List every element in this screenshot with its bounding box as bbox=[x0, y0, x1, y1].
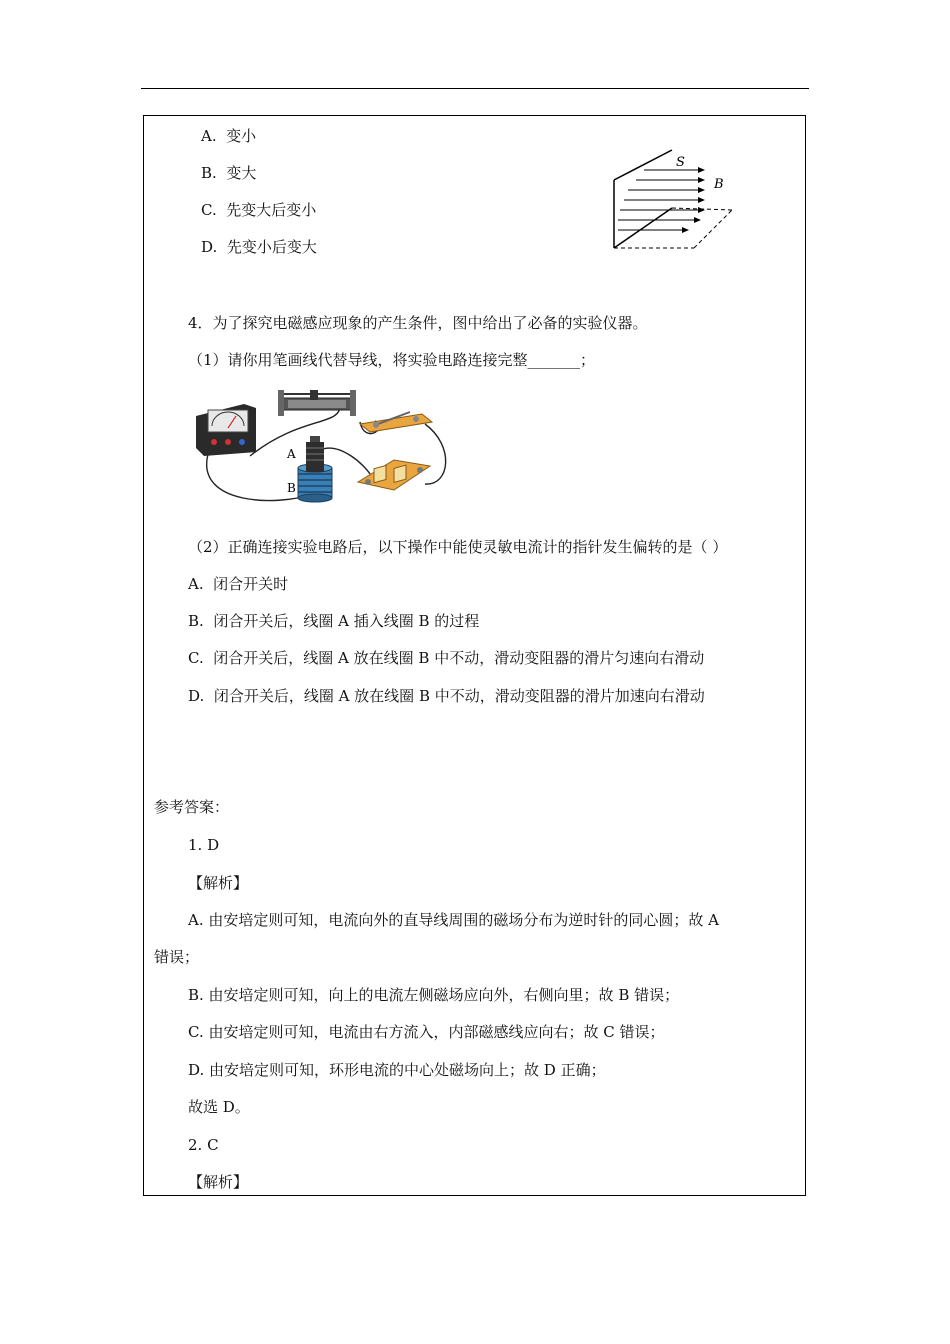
answer-1: 1. D bbox=[188, 836, 220, 854]
rheostat-icon bbox=[278, 390, 356, 416]
q3-option-a: A. 变小 bbox=[201, 127, 257, 145]
answer-2: 2. C bbox=[188, 1136, 219, 1154]
q4-option-b: B. 闭合开关后，线圈 A 插入线圈 B 的过程 bbox=[188, 612, 480, 630]
q4-part1: （1）请你用笔画线代替导线，将实验电路连接完整_______； bbox=[188, 351, 596, 369]
coil-b-label: B bbox=[287, 481, 296, 495]
switch-icon bbox=[360, 412, 432, 432]
analysis-line: 错误； bbox=[154, 948, 200, 966]
q4-part2: （2）正确连接实验电路后，以下操作中能使灵敏电流计的指针发生偏转的是（ ） bbox=[188, 538, 728, 556]
label-s: S bbox=[676, 155, 685, 170]
analysis-line: A. 由安培定则可知，电流向外的直导线周围的磁场分布为逆时针的同心圆；故 A bbox=[188, 911, 719, 929]
coil-a-label: A bbox=[287, 447, 296, 461]
q4-option-a: A. 闭合开关时 bbox=[188, 575, 289, 593]
coil-assembly-icon bbox=[298, 436, 332, 502]
plane-field-figure bbox=[604, 148, 744, 256]
analysis-label-2: 【解析】 bbox=[188, 1173, 249, 1191]
answers-heading: 参考答案： bbox=[154, 798, 230, 816]
battery-icon bbox=[358, 460, 430, 490]
q4-stem: 4．为了探究电磁感应现象的产生条件，图中给出了必备的实验仪器。 bbox=[188, 314, 648, 332]
label-b: B bbox=[714, 177, 724, 192]
q3-option-c: C. 先变大后变小 bbox=[201, 201, 317, 219]
galvanometer-icon bbox=[196, 404, 256, 456]
q4-option-d: D. 闭合开关后，线圈 A 放在线圈 B 中不动，滑动变阻器的滑片加速向右滑动 bbox=[188, 687, 705, 705]
q3-option-d: D. 先变小后变大 bbox=[201, 238, 317, 256]
q4-option-c: C. 闭合开关后，线圈 A 放在线圈 B 中不动，滑动变阻器的滑片匀速向右滑动 bbox=[188, 649, 705, 667]
analysis-line: D. 由安培定则可知，环形电流的中心处磁场向上；故 D 正确； bbox=[188, 1061, 606, 1079]
header-rule bbox=[141, 88, 809, 89]
analysis-label-1: 【解析】 bbox=[188, 874, 249, 892]
analysis-line: 故选 D。 bbox=[188, 1098, 250, 1116]
q3-option-b: B. 变大 bbox=[201, 164, 257, 182]
circuit-apparatus-figure bbox=[190, 386, 452, 516]
analysis-line: C. 由安培定则可知，电流由右方流入，内部磁感线应向右；故 C 错误； bbox=[188, 1023, 665, 1041]
analysis-line: B. 由安培定则可知，向上的电流左侧磁场应向外，右侧向里；故 B 错误； bbox=[188, 986, 680, 1004]
